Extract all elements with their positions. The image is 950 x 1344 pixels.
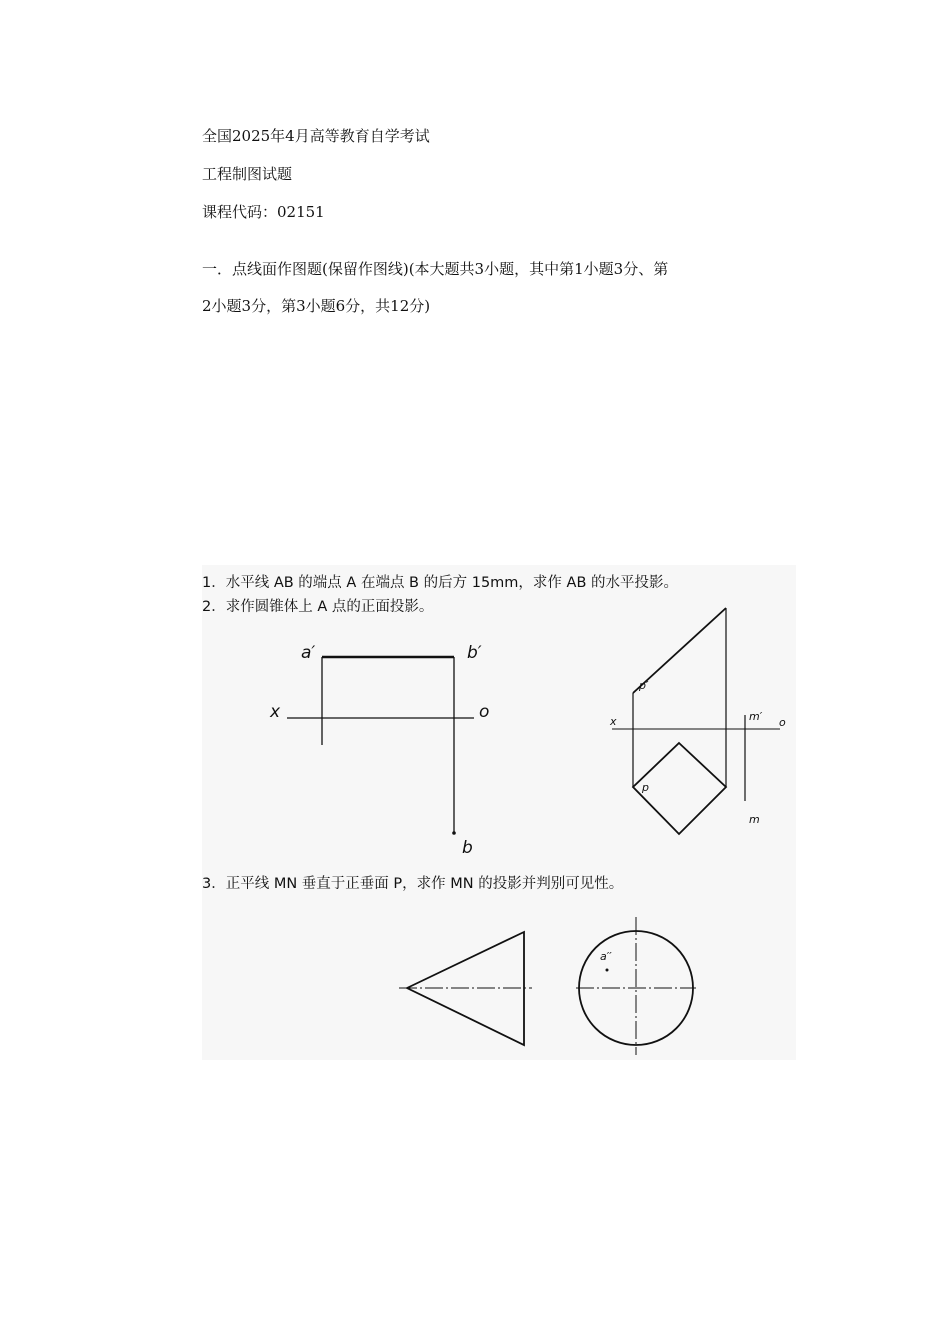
question-2-text: 2．求作圆锥体上 A 点的正面投影。: [202, 599, 434, 615]
problem-figure: [202, 565, 796, 1060]
subject-title: 工程制图试题: [202, 165, 293, 183]
label-a-double-prime: a′′: [600, 950, 612, 963]
label-x-left: x: [270, 702, 281, 722]
point-b: [452, 831, 456, 835]
label-m: m: [749, 813, 760, 826]
figure-background: [202, 565, 796, 1060]
section-title-line-1: 一．点线面作图题(保留作图线)(本大题共3小题，其中第1小题3分、第: [202, 260, 669, 278]
question-3-text: 3．正平线 MN 垂直于正垂面 P，求作 MN 的投影并判别可见性。: [202, 876, 624, 892]
label-o-right: o: [779, 716, 786, 729]
label-b-prime: b′: [467, 643, 482, 663]
label-b: b: [462, 838, 473, 858]
question-1-text: 1．水平线 AB 的端点 A 在端点 B 的后方 15mm，求作 AB 的水平投影。: [202, 575, 679, 591]
section-title-line-2: 2小题3分，第3小题6分，共12分): [202, 297, 431, 315]
exam-title: 全国2025年4月高等教育自学考试: [202, 127, 430, 145]
label-p-prime: p′: [639, 679, 649, 692]
label-p: p: [642, 781, 649, 794]
course-code: 课程代码：02151: [202, 203, 325, 221]
label-m-prime: m′: [749, 710, 763, 723]
problem-figure-svg: [202, 565, 796, 1060]
point-a-double-prime: [606, 969, 609, 972]
label-o-left: o: [479, 702, 490, 722]
label-x-right: x: [610, 715, 617, 728]
label-a-prime: a′: [301, 643, 316, 663]
